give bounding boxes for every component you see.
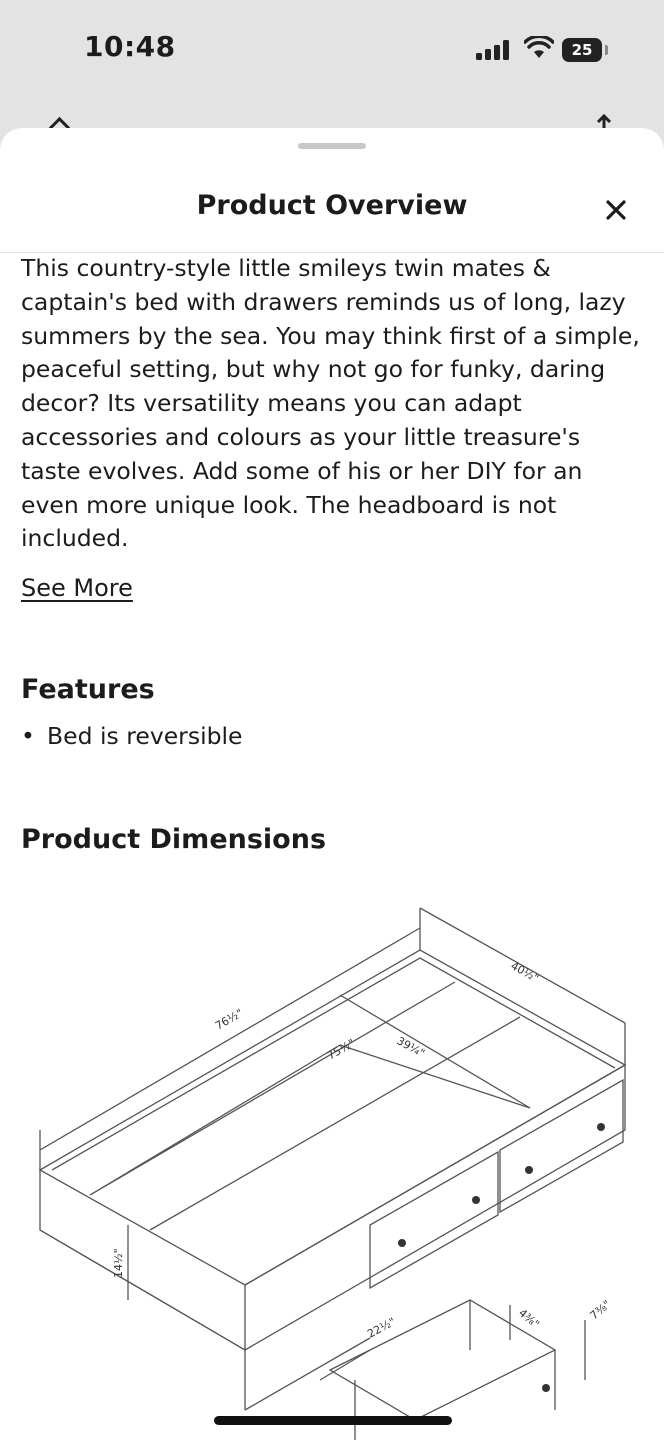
dim-drawer-width: 22½" <box>365 1315 398 1341</box>
product-dimensions-diagram <box>0 880 664 1440</box>
close-icon[interactable] <box>596 190 636 230</box>
features-list <box>21 722 243 750</box>
battery-cap <box>605 45 608 55</box>
see-more-link[interactable]: See More <box>21 574 133 602</box>
feature-item: • Bed is reversible <box>21 722 243 750</box>
dim-drawer-depth: 4⅜" <box>516 1306 542 1331</box>
dim-height: 14½" <box>112 1248 125 1278</box>
dim-length-inner: 75½" <box>325 1036 358 1063</box>
sheet-grabber[interactable] <box>298 143 366 149</box>
dim-length-outer: 76½" <box>213 1006 246 1033</box>
status-time: 10:48 <box>84 30 176 63</box>
battery-icon: 25 <box>562 38 602 62</box>
dim-drawer-height: 7⅜" <box>587 1297 614 1323</box>
overview-content <box>21 252 641 855</box>
dimensions-heading: Product Dimensions <box>21 824 327 855</box>
product-description: This country-style little smileys twin mates & captain's bed with drawers reminds us of long, lazy summers by the sea. You may think first of a simple, peaceful setting, but why not go for funky, daring decor? Its versatility means you can adapt accessories and colours as your little treasure's taste evolves. Add some of his or her DIY for an even more unique look. The headboard is not included. <box>21 254 640 553</box>
features-heading: Features <box>21 674 155 705</box>
cellular-signal-icon <box>476 40 510 60</box>
wifi-icon <box>524 36 554 60</box>
home-indicator[interactable] <box>214 1416 452 1425</box>
sheet-title: Product Overview <box>196 190 468 221</box>
dim-width-outer: 40½" <box>508 959 541 986</box>
status-bar <box>0 0 664 100</box>
dim-width-inner: 39¼" <box>394 1034 427 1061</box>
